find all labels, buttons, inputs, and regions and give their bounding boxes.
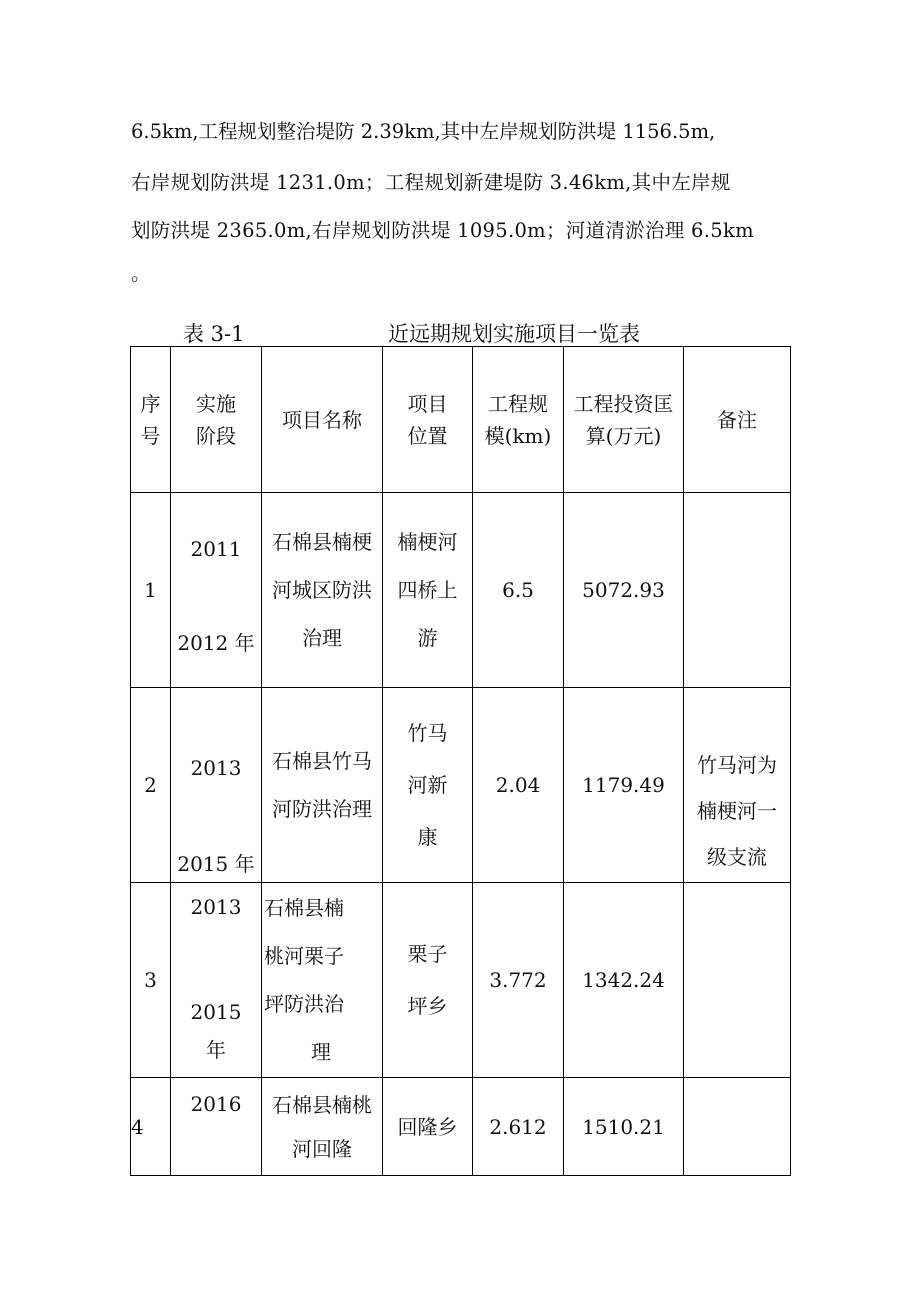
table-caption-number: 表 3-1 [183, 322, 245, 346]
cell-phase: 2013 2015 年 [171, 688, 262, 883]
cell-note: 竹马河为 楠梗河一 级支流 [684, 688, 791, 883]
table-caption-title: 近远期规划实施项目一览表 [388, 322, 640, 346]
paragraph-line: 划防洪堤 2365.0m,右岸规划防洪堤 1095.0m；河道清淤治理 6.5km [131, 219, 754, 242]
cell-budget: 1510.21 [564, 1078, 684, 1176]
cell-name: 石棉县竹马 河防洪治理 [262, 688, 383, 883]
header-note: 备注 [684, 347, 791, 493]
cell-phase: 2013 2015 年 [171, 883, 262, 1078]
cell-location: 栗子 坪乡 [383, 883, 473, 1078]
header-seq: 序 号 [131, 347, 171, 493]
table-header-row [131, 347, 791, 493]
cell-budget: 5072.93 [564, 493, 684, 688]
cell-phase: 2011 2012 年 [171, 493, 262, 688]
table-row [131, 883, 791, 1078]
header-phase: 实施 阶段 [171, 347, 262, 493]
header-budget: 工程投资匡 算(万元) [564, 347, 684, 493]
table-row [131, 493, 791, 688]
cell-location: 回隆乡 [383, 1078, 473, 1176]
cell-scale: 2.612 [473, 1078, 564, 1176]
cell-location: 竹马 河新 康 [383, 688, 473, 883]
cell-scale: 6.5 [473, 493, 564, 688]
cell-seq: 1 [131, 493, 171, 688]
cell-scale: 2.04 [473, 688, 564, 883]
cell-note [684, 493, 791, 688]
cell-note [684, 1078, 791, 1176]
header-name: 项目名称 [262, 347, 383, 493]
paragraph-line: 。 [131, 262, 151, 285]
header-location: 项目 位置 [383, 347, 473, 493]
table-row [131, 1078, 791, 1176]
cell-note [684, 883, 791, 1078]
paragraph-line: 6.5km,工程规划整治堤防 2.39km,其中左岸规划防洪堤 1156.5m, [131, 120, 716, 143]
cell-phase: 2016 [171, 1078, 262, 1176]
cell-seq: 2 [131, 688, 171, 883]
cell-budget: 1179.49 [564, 688, 684, 883]
projects-table [130, 346, 791, 1176]
cell-location: 楠梗河 四桥上 游 [383, 493, 473, 688]
cell-scale: 3.772 [473, 883, 564, 1078]
paragraph-line: 右岸规划防洪堤 1231.0m；工程规划新建堤防 3.46km,其中左岸规 [131, 171, 731, 194]
cell-seq: 4 [131, 1078, 171, 1176]
cell-seq: 3 [131, 883, 171, 1078]
table-row [131, 688, 791, 883]
cell-name: 石棉县楠梗 河城区防洪 治理 [262, 493, 383, 688]
cell-budget: 1342.24 [564, 883, 684, 1078]
cell-name: 石棉县楠 桃河栗子 坪防洪治 理 [262, 883, 383, 1078]
header-scale: 工程规 模(km) [473, 347, 564, 493]
cell-name: 石棉县楠桃 河回隆 [262, 1078, 383, 1176]
